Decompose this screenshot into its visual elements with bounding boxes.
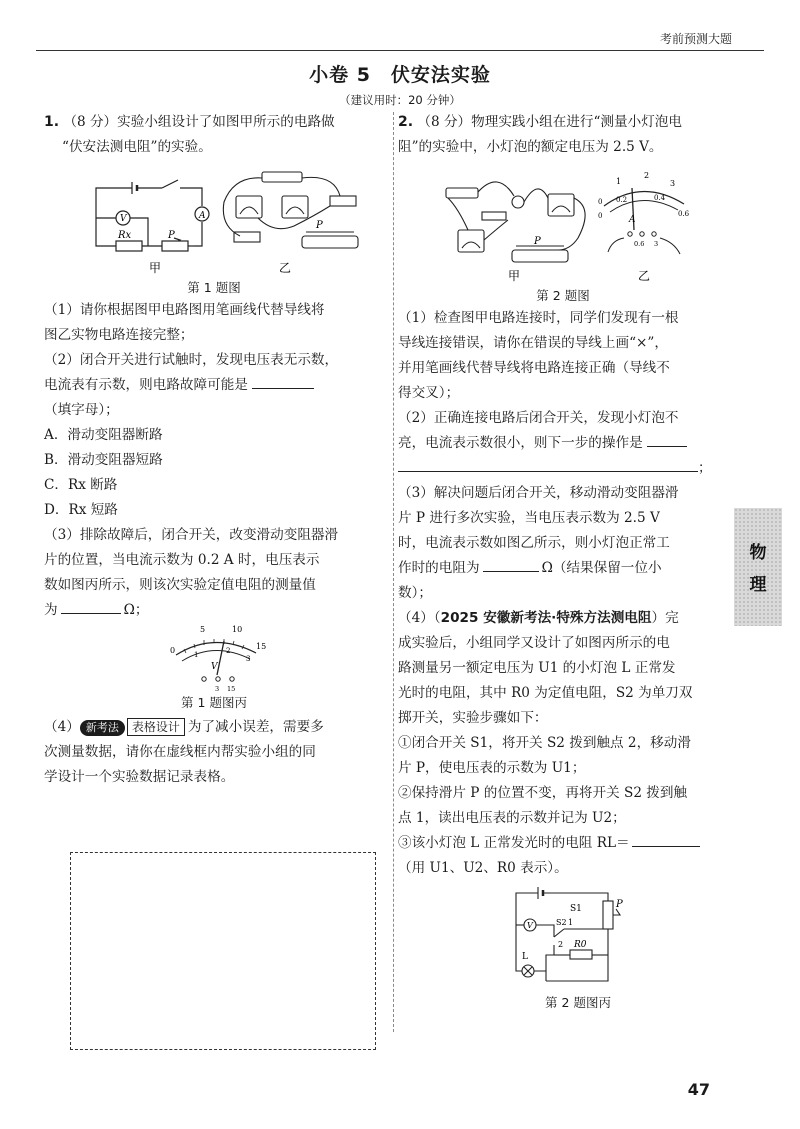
q2-part1-line4: 得交叉）；: [398, 385, 460, 401]
ammeter-tick-0: 0: [598, 198, 603, 206]
q1-part2-line3: （填字母）；: [44, 402, 119, 418]
q1-part1-line2: 图乙实物电路连接完整；: [44, 327, 194, 343]
header-rule: [36, 50, 764, 51]
q1-part3-answer-blank[interactable]: [61, 599, 121, 614]
q1-option-b: B．滑动变阻器短路: [44, 452, 163, 468]
switch-s2-label: S2: [556, 918, 567, 927]
ammeter-terminal-06: 0.6: [634, 240, 645, 248]
q1-part4-line1: 为了减小误差，需要多: [187, 719, 324, 735]
q2-figure: [398, 168, 728, 286]
dial-tick-5: 5: [200, 625, 206, 634]
q2-part2-answer-blank-a[interactable]: [647, 432, 687, 447]
q2-part4-tag: 2025 安徽新考法·特殊方法测电阻: [440, 610, 652, 626]
dial-tick-15: 15: [256, 642, 267, 651]
q2-step2-line1: ②保持滑片 P 的位置不变，再将开关 S2 拨到触: [398, 785, 688, 801]
q1-part4-line2: 次测量数据，请你在虚线框内帮实验小组的同: [44, 744, 316, 760]
q2-fig-jia-label: 甲: [508, 269, 521, 283]
fig-jia-label: 甲: [149, 261, 162, 275]
q2-circuit-bing-caption: 第 2 题图丙: [545, 995, 611, 1010]
q1-option-a: A．滑动变阻器断路: [44, 427, 163, 443]
ammeter-tick-2: 2: [644, 171, 650, 180]
dial-subtick-2: 2: [226, 647, 231, 655]
dial-subtick-3: 3: [246, 655, 251, 663]
q2-part4-line3: 路测量另一额定电压为 U1 的小灯泡 L 正常发: [398, 660, 676, 676]
q2-part2-answer-blank-b[interactable]: [398, 457, 698, 472]
ammeter-sub-0: 0: [598, 212, 603, 220]
dial-tick-0: 0: [170, 646, 176, 655]
q1-part3-line1: （3）排除故障后，闭合开关，改变滑动变阻器滑: [44, 527, 339, 543]
q2-part1-line1: （1）检查图甲电路连接时，同学们发现有一根: [398, 310, 679, 326]
q1-option-d: D．Rx 短路: [44, 502, 118, 518]
question-number: 2.: [398, 114, 414, 130]
page-number: 47: [687, 1080, 710, 1099]
q1-part2-answer-blank[interactable]: [252, 374, 314, 389]
new-method-badge: 新考法: [80, 720, 125, 736]
ammeter-sub-04: 0.4: [654, 194, 666, 202]
resistor-label: Rx: [118, 230, 132, 241]
q2-part3-line4-post: Ω（结果保留一位小: [541, 560, 662, 576]
ammeter-label: A: [199, 211, 206, 221]
fig-yi-label: 乙: [279, 261, 292, 275]
q2-step1-line2: 片 P，使电压表的示数为 U1；: [398, 760, 586, 776]
q1-part3-line3: 数如图丙所示，则该次实验定值电阻的测量值: [44, 577, 316, 593]
q2-circuit-diagram: [398, 168, 728, 286]
voltmeter-label: V: [120, 214, 127, 224]
fig-yi-slider-label: P: [316, 220, 323, 231]
side-tab-char-1: 物: [749, 543, 767, 563]
page-title: 小卷 5 伏安法实验: [309, 64, 491, 86]
q2-part4-post: ）完: [651, 610, 679, 626]
q1-intro-line1: （8 分）实验小组设计了如图甲所示的电路做: [63, 114, 335, 130]
ammeter-sub-02: 0.2: [616, 196, 628, 204]
q2-part3-line1: （3）解决问题后闭合开关，移动滑动变阻器滑: [398, 485, 679, 501]
ammeter-unit-a: A: [629, 215, 636, 225]
ammeter-tick-1: 1: [616, 177, 622, 186]
q2-fig-yi-label: 乙: [638, 269, 651, 283]
lamp-l-label: L: [522, 952, 528, 962]
q2-part4-line4: 光时的电阻，其中 R0 为定值电阻，S2 为单刀双: [398, 685, 693, 701]
q2-step3-answer-blank[interactable]: [632, 832, 700, 847]
dial-subtick-1: 1: [194, 651, 199, 659]
answer-table-box[interactable]: [70, 852, 376, 1050]
question-1: 1. （8 分）实验小组设计了如图甲所示的电路做 “伏安法测电阻”的实验。 A V Rx P 甲 P 乙 第 1 题图 （1）请你根据图甲电路图用笔画线代替导线将 图乙实物电路连接完整； （2）闭合开关进行试触时，发现电压表无示数， 电流表有示数，则电路故障可能是 （填字母）； A．滑动变阻器断路 B．滑动变阻器短路 C．Rx 断路 D．Rx 短路 （3）排除故障后，闭合开关，改变滑动变阻器滑 片的位置，当电流示数为 0.2 A 时，电压表示 数如图丙所示，则该次实验定值电阻的测量值 为 Ω； 0 5 10 15 1 2 3 V 3 15 第 1 题图丙 （4） 新考法 表格设计 为了减小误差，需要多 次测量数据，请你在虚线框内帮实验小组的同 学设计一个实验数据记录表格。: [44, 110, 384, 790]
q2-figure-caption: 第 2 题图: [536, 288, 590, 303]
dial-terminal-3: 3: [215, 685, 220, 693]
ammeter-tick-3: 3: [670, 179, 676, 188]
q2-part1-line3: 并用笔画线代替导线将电路连接正确（导线不: [398, 360, 670, 376]
q2-part3-line2: 片 P 进行多次实验，当电压表示数为 2.5 V: [398, 510, 660, 526]
voltmeter-v-label: V: [527, 921, 533, 930]
q1-part2-line2: 电流表有示数，则电路故障可能是: [44, 377, 248, 393]
q1-figure-caption: 第 1 题图: [187, 280, 241, 295]
q2-part3-answer-blank[interactable]: [483, 557, 539, 572]
dial-unit-v: V: [211, 662, 218, 672]
contact-2-label: 2: [558, 940, 564, 949]
q1-voltmeter-caption: 第 1 题图丙: [181, 695, 247, 710]
question-number: 1.: [44, 114, 60, 130]
q2-part2-line1: （2）正确连接电路后闭合开关，发现小灯泡不: [398, 410, 679, 426]
q1-part3-line4-pre: 为: [44, 602, 58, 618]
dial-tick-10: 10: [232, 625, 243, 634]
q2-part4-line5: 掷开关，实验步骤如下：: [398, 710, 548, 726]
q1-part3-line2: 片的位置，当电流示数为 0.2 A 时，电压表示: [44, 552, 320, 568]
q2-part3-line3: 时，电流表示数如图乙所示，则小灯泡正常工: [398, 535, 670, 551]
voltmeter-dial: [44, 623, 384, 693]
contact-1-label: 1: [568, 918, 574, 927]
q2-step2-line2: 点 1，读出电压表的示数并记为 U2；: [398, 810, 626, 826]
side-tab-char-2: 理: [749, 575, 767, 595]
q2-circuit-bing: [398, 885, 728, 993]
q2-part3-line4-pre: 作时的电阻为: [398, 560, 480, 576]
page-subtitle: （建议用时：20 分钟）: [339, 93, 461, 107]
q2-intro-line2: 阻”的实验中，小灯泡的额定电压为 2.5 V。: [398, 139, 663, 155]
q2-step3-line1: ③该小灯泡 L 正常发光时的电阻 RL＝: [398, 835, 630, 851]
q2-part4-line2: 成实验后，小组同学又设计了如图丙所示的电: [398, 635, 670, 651]
column-divider: [393, 112, 394, 1032]
q1-part1-line1: （1）请你根据图甲电路图用笔画线代替导线将: [44, 302, 325, 318]
header-tag: 考前预测大题: [659, 32, 732, 46]
q2-step1-line1: ①闭合开关 S1，将开关 S2 拨到触点 2，移动滑: [398, 735, 691, 751]
q2-intro-line1: （8 分）物理实践小组在进行“测量小灯泡电: [417, 114, 682, 130]
q2-part2-line3: ；: [698, 460, 712, 476]
subject-side-tab: [734, 508, 782, 626]
q1-option-c: C．Rx 断路: [44, 477, 118, 493]
ammeter-sub-06: 0.6: [678, 210, 690, 218]
ammeter-terminal-3: 3: [654, 240, 659, 248]
switch-s1-label: S1: [570, 904, 582, 914]
q1-part3-line4-post: Ω；: [123, 602, 149, 618]
q1-part4-line3: 学设计一个实验数据记录表格。: [44, 769, 235, 785]
q1-figure: [44, 166, 384, 278]
q1-intro-line2: “伏安法测电阻”的实验。: [62, 139, 212, 155]
resistor-r0-label: R0: [574, 940, 587, 950]
q1-voltmeter-figure: [44, 623, 384, 693]
question-2: [398, 110, 728, 1013]
table-design-tag: 表格设计: [127, 718, 185, 736]
q2-step3-line2: （用 U1、U2、R0 表示）。: [398, 860, 568, 876]
dial-terminal-15: 15: [227, 685, 236, 693]
q2-part2-line2: 亮，电流表示数很小，则下一步的操作是: [398, 435, 643, 451]
q2-part1-line2: 导线连接错误，请你在错误的导线上画“×”，: [398, 335, 668, 351]
q1-circuit-diagram: [44, 166, 384, 278]
q2-part4-pre: （4）（: [398, 610, 441, 626]
q2-bing-circuit-diagram: [398, 885, 728, 993]
rheostat-p-label: P: [616, 899, 623, 910]
slider-label: P: [168, 230, 175, 241]
q2-part3-line5: 数）；: [398, 585, 432, 601]
q1-part2-line1: （2）闭合开关进行试触时，发现电压表无示数，: [44, 352, 339, 368]
q2-slider-label: P: [534, 236, 541, 247]
